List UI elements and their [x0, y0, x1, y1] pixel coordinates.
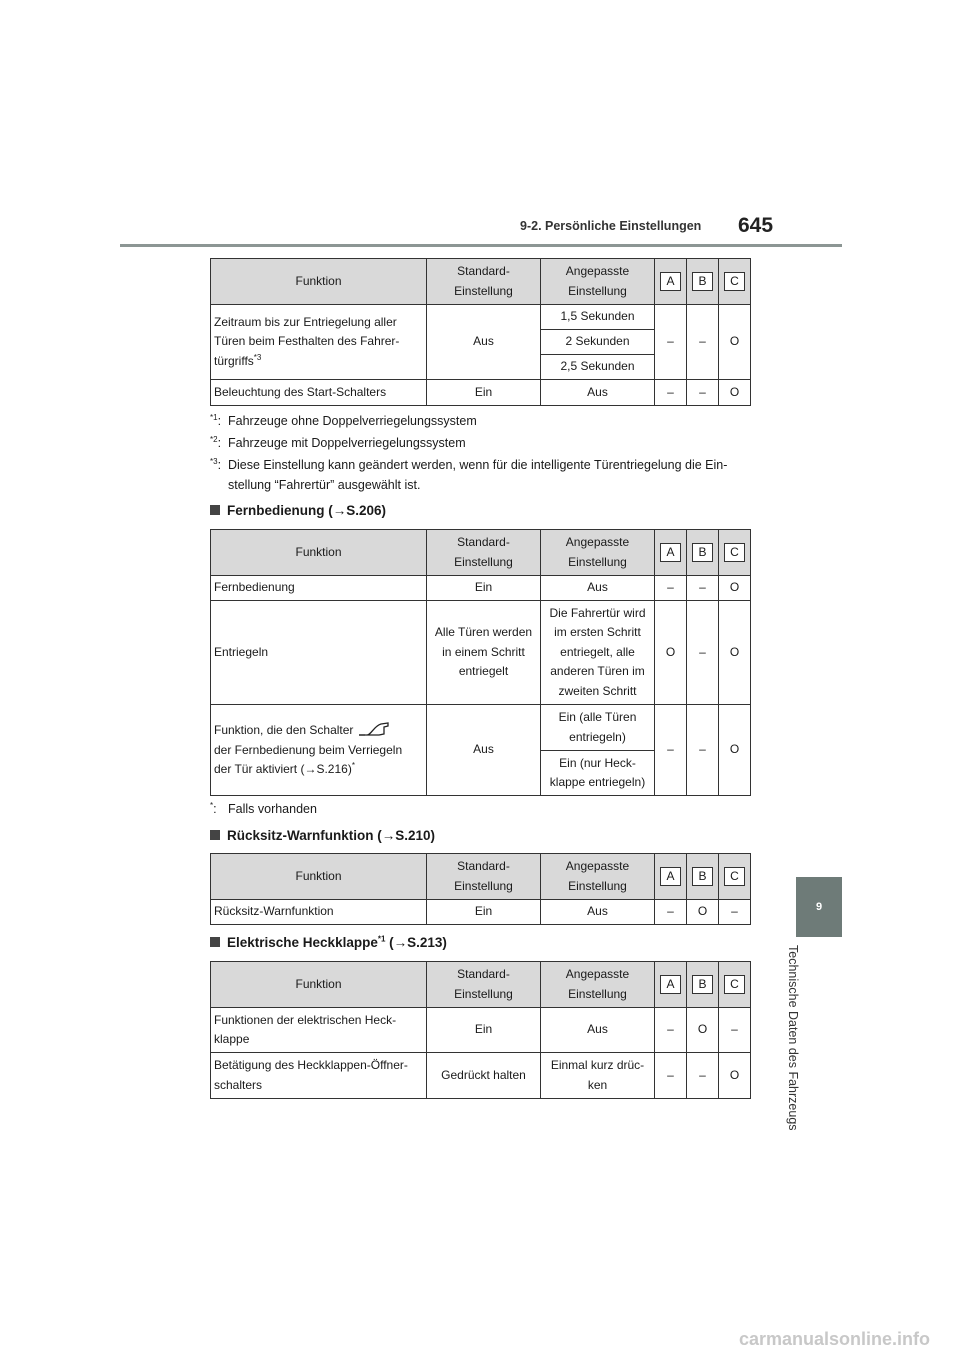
header-divider [120, 244, 842, 247]
custom-cell: Einmal kurz drüc- ken [541, 1053, 655, 1099]
b-cell: – [687, 705, 719, 796]
custom-cell: 2 Sekunden [541, 330, 655, 355]
letter-b-box: B [692, 543, 713, 562]
custom-cell: Aus [541, 576, 655, 601]
table-row [211, 380, 751, 406]
a-cell: – [655, 576, 687, 601]
settings-table-tailgate [210, 961, 751, 1099]
header-default: Standard- Einstellung [427, 259, 541, 305]
default-cell: Gedrückt halten [427, 1053, 541, 1099]
square-bullet-icon [210, 937, 220, 947]
header-a [655, 259, 687, 305]
function-cell: Funktionen der elektrischen Heck- klappe [211, 1008, 427, 1053]
header-default: Standard- Einstellung [427, 854, 541, 900]
custom-cell: Aus [541, 1008, 655, 1053]
header-c [719, 962, 751, 1008]
letter-b-box: B [692, 867, 713, 886]
letter-b-box: B [692, 272, 713, 291]
a-cell: – [655, 1008, 687, 1053]
header-custom: Angepasste Einstellung [541, 259, 655, 305]
a-cell: – [655, 380, 687, 406]
table-row [211, 576, 751, 601]
page-reference[interactable]: S.213) [407, 935, 447, 950]
letter-a-box: A [660, 543, 681, 562]
table-row [211, 900, 751, 925]
table-row [211, 601, 751, 705]
header-b [687, 962, 719, 1008]
custom-cell: Ein (alle Türen entriegeln) [541, 705, 655, 751]
default-cell: Ein [427, 576, 541, 601]
custom-cell: 1,5 Sekunden [541, 305, 655, 330]
table-row [211, 705, 751, 751]
letter-c-box: C [724, 867, 745, 886]
header-c [719, 530, 751, 576]
header-a [655, 962, 687, 1008]
c-cell: O [719, 705, 751, 796]
letter-c-box: C [724, 543, 745, 562]
header-custom: Angepasste Einstellung [541, 530, 655, 576]
section-title: 9-2. Persönliche Einstellungen [520, 219, 702, 233]
header-a [655, 530, 687, 576]
c-cell: – [719, 900, 751, 925]
custom-cell: Aus [541, 900, 655, 925]
arrow-icon: → [381, 828, 396, 843]
section-heading-remote: Fernbedienung (→S.206) [210, 503, 386, 518]
header-function: Funktion [211, 530, 427, 576]
header-function: Funktion [211, 854, 427, 900]
header-default: Standard- Einstellung [427, 530, 541, 576]
letter-a-box: A [660, 272, 681, 291]
square-bullet-icon [210, 830, 220, 840]
b-cell: O [687, 900, 719, 925]
footnote-1: $^{*1}$: Fahrzeuge ohne Doppelverriegelungssystem [210, 412, 477, 428]
a-cell: – [655, 1053, 687, 1099]
c-cell: O [719, 380, 751, 406]
default-cell: Aus [427, 705, 541, 796]
function-cell: Betätigung des Heckklappen-Öffner- schalters [211, 1053, 427, 1099]
a-cell: – [655, 900, 687, 925]
header-c [719, 259, 751, 305]
header-default: Standard- Einstellung [427, 962, 541, 1008]
square-bullet-icon [210, 505, 220, 515]
header-a [655, 854, 687, 900]
function-cell: Fernbedienung [211, 576, 427, 601]
settings-table-rear-seat [210, 853, 751, 925]
header-custom: Angepasste Einstellung [541, 854, 655, 900]
table-header-row [211, 530, 751, 576]
footnote-optional: *: Falls vorhanden [210, 800, 317, 816]
arrow-icon: → [332, 503, 347, 518]
footnote-3: $^{*3}$: Diese Einstellung kann geändert werden, wenn für die intelligente Türentriegelung die Ein- stellung “Fahrertür” ausgewählt ist. [210, 456, 728, 492]
table-row [211, 1008, 751, 1053]
table-row [211, 305, 751, 330]
b-cell: – [687, 576, 719, 601]
watermark: carmanualsonline.info [738, 1329, 930, 1349]
header-b [687, 259, 719, 305]
default-cell: Alle Türen werden in einem Schritt entriegelt [427, 601, 541, 705]
custom-cell: Ein (nur Heck- klappe entriegeln) [541, 751, 655, 796]
b-cell: – [687, 380, 719, 406]
function-cell: Beleuchtung des Start-Schalters [211, 380, 427, 406]
section-heading-tailgate: Elektrische Heckklappe$^{*1}$ (→S.213) [210, 935, 447, 950]
header-b [687, 854, 719, 900]
c-cell: O [719, 576, 751, 601]
table-row [211, 1053, 751, 1099]
default-cell: Ein [427, 900, 541, 925]
a-cell: – [655, 705, 687, 796]
c-cell: – [719, 1008, 751, 1053]
b-cell: – [687, 305, 719, 380]
settings-table-doors [210, 258, 751, 406]
table-header-row [211, 259, 751, 305]
header-function: Funktion [211, 962, 427, 1008]
header-custom: Angepasste Einstellung [541, 962, 655, 1008]
table-header-row [211, 854, 751, 900]
custom-cell: 2,5 Sekunden [541, 355, 655, 380]
default-cell: Aus [427, 305, 541, 380]
function-cell: Zeitraum bis zur Entriegelung aller Türen beim Festhalten des Fahrer- türgriffs$^{*3}$ [211, 305, 427, 380]
header-function: Funktion [211, 259, 427, 305]
arrow-icon: → [393, 935, 408, 950]
custom-cell: Aus [541, 380, 655, 406]
chapter-tab [796, 877, 842, 937]
c-cell: O [719, 1053, 751, 1099]
footnote-2: $^{*2}$: Fahrzeuge mit Doppelverriegelungssystem [210, 434, 466, 450]
header-b [687, 530, 719, 576]
custom-cell: Die Fahrertür wird im ersten Schritt entriegelt, alle anderen Türen im zweiten Schritt [541, 601, 655, 705]
a-cell: – [655, 305, 687, 380]
default-cell: Ein [427, 1008, 541, 1053]
function-cell: Funktion, die den Schalter der Fernbedienung beim Verriegeln der Tür aktiviert (→S.216)* [211, 705, 427, 796]
c-cell: O [719, 601, 751, 705]
page-reference[interactable]: S.210) [395, 828, 436, 843]
letter-c-box: C [724, 975, 745, 994]
letter-b-box: B [692, 975, 713, 994]
section-heading-rear-seat: Rücksitz-Warnfunktion (→S.210) [210, 828, 435, 843]
b-cell: – [687, 601, 719, 705]
table-header-row [211, 962, 751, 1008]
letter-a-box: A [660, 867, 681, 886]
header-c [719, 854, 751, 900]
function-cell: Rücksitz-Warnfunktion [211, 900, 427, 925]
tailgate-key-icon [357, 720, 391, 738]
settings-table-remote [210, 529, 751, 796]
function-cell: Entriegeln [211, 601, 427, 705]
a-cell: O [655, 601, 687, 705]
chapter-label [786, 945, 802, 1155]
b-cell: O [687, 1008, 719, 1053]
letter-c-box: C [724, 272, 745, 291]
letter-a-box: A [660, 975, 681, 994]
chapter-number: 9 [815, 901, 823, 913]
page-reference[interactable]: S.206) [346, 503, 387, 518]
b-cell: – [687, 1053, 719, 1099]
c-cell: O [719, 305, 751, 380]
default-cell: Ein [427, 380, 541, 406]
page-number: 645 [738, 214, 774, 237]
chapter-title: Technische Daten des Fahrzeugs [786, 945, 800, 1131]
